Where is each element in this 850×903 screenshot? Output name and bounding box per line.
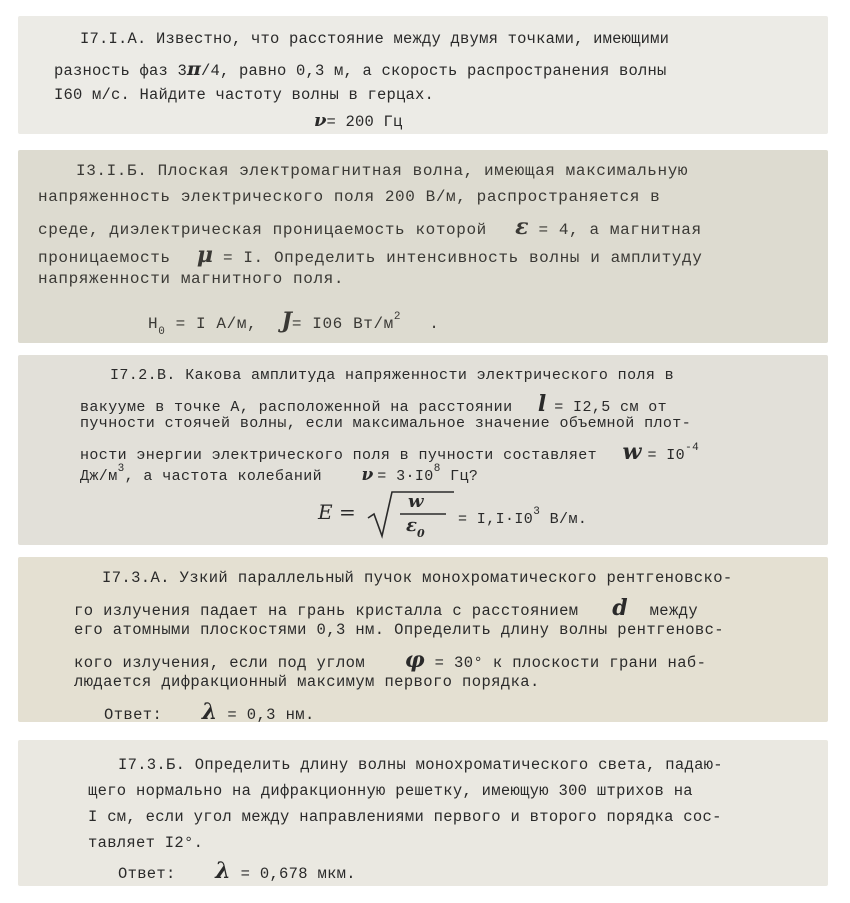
problem-line: кого излучения, если под углом φ = 30° к плоскости грани наб-: [74, 647, 707, 673]
w-symbol: w: [622, 439, 642, 465]
problem-line: напряженность электрического поля 200 В/м, распространяется в: [38, 188, 661, 206]
formula-value: = $I,I\cdot I0^3$ В/м.: [458, 506, 588, 528]
problem-line: его атомными плоскостями 0,3 нм. Определить длину волны рентгеновс-: [74, 621, 725, 639]
problem-line: I7.I.А. Известно, что расстояние между двумя точками, имеющими: [80, 30, 670, 48]
phi-symbol: φ: [404, 647, 425, 673]
problem-line: I7.3.А. Узкий параллельный пучок монохроматического рентгеновско-: [102, 569, 733, 587]
formula-lhs: E =: [318, 500, 356, 524]
problem-card-13-1-b: [18, 150, 828, 343]
formula-denominator: $\varepsilon_0$: [406, 515, 425, 540]
problem-line: I7.3.Б. Определить длину волны монохроматического света, падаю-: [118, 756, 723, 774]
epsilon-symbol: ε: [515, 214, 529, 240]
problem-line: I60 м/с. Найдите частоту волны в герцах.: [54, 86, 435, 104]
formula: [318, 490, 678, 540]
problem-line: среде, диэлектрическая проницаемость которой ε = 4, а магнитная: [38, 214, 702, 240]
d-symbol: d: [612, 595, 628, 621]
problem-card-17-1-a: [18, 16, 828, 134]
problem-line: щего нормально на дифракционную решетку, имеющую 300 штрихов на: [88, 782, 693, 800]
mu-symbol: μ: [196, 242, 213, 268]
problem-line: вакууме в точке А, расположенной на расстоянии l = I2,5 см от: [80, 391, 668, 417]
problem-line: проницаемость μ = I. Определить интенсивность волны и амплитуду: [38, 242, 703, 268]
answer-line: Ответ: λ = 0,3 нм.: [104, 699, 315, 725]
problem-line: людается дифракционный максимум первого порядка.: [74, 673, 540, 691]
problem-line: го излучения падает на грань кристалла с расстоянием d между: [74, 595, 699, 621]
intensity-symbol: J: [281, 308, 292, 334]
answer-line: $H_0 = I$ А/м, J= I06 $Вт/м^2$ .: [148, 308, 440, 338]
lambda-symbol: λ: [215, 858, 231, 884]
answer-line: Ответ: λ = 0,678 мкм.: [118, 858, 356, 884]
problem-line: разность фаз 3π/4, равно 0,3 м, а скорость распространения волны: [54, 58, 667, 80]
lambda-symbol: λ: [201, 699, 218, 725]
problem-line: ности энергии электрического поля в пучности составляет $w = I0^{-4}$: [80, 439, 700, 465]
problem-card-17-2-v: [18, 355, 828, 545]
problem-line: $Дж/м^3$, а частота колебаний $\nu = 3\cdot I0^8$ Гц?: [80, 463, 479, 485]
problem-line: I3.I.Б. Плоская электромагнитная волна, имеющая максимальную: [76, 162, 689, 180]
problem-card-17-3-a: [18, 557, 828, 725]
answer-line: ν= 200 Гц: [314, 110, 403, 131]
l-symbol: l: [537, 391, 547, 417]
problem-line: тавляет I2°.: [88, 834, 204, 852]
problem-line: напряженности магнитного поля.: [38, 270, 345, 288]
nu-symbol: ν: [314, 110, 327, 131]
problem-line: пучности стоячей волны, если максимальное значение объемной плот-: [80, 415, 692, 432]
nu-symbol: ν: [361, 465, 374, 485]
problem-line: I см, если угол между направлениями первого и второго порядка сос-: [88, 808, 722, 826]
formula-numerator: w: [408, 491, 424, 512]
pi-symbol: π: [187, 58, 201, 80]
problem-card-17-3-b: [18, 740, 828, 886]
problem-line: I7.2.В. Какова амплитуда напряженности электрического поля в: [110, 367, 675, 384]
